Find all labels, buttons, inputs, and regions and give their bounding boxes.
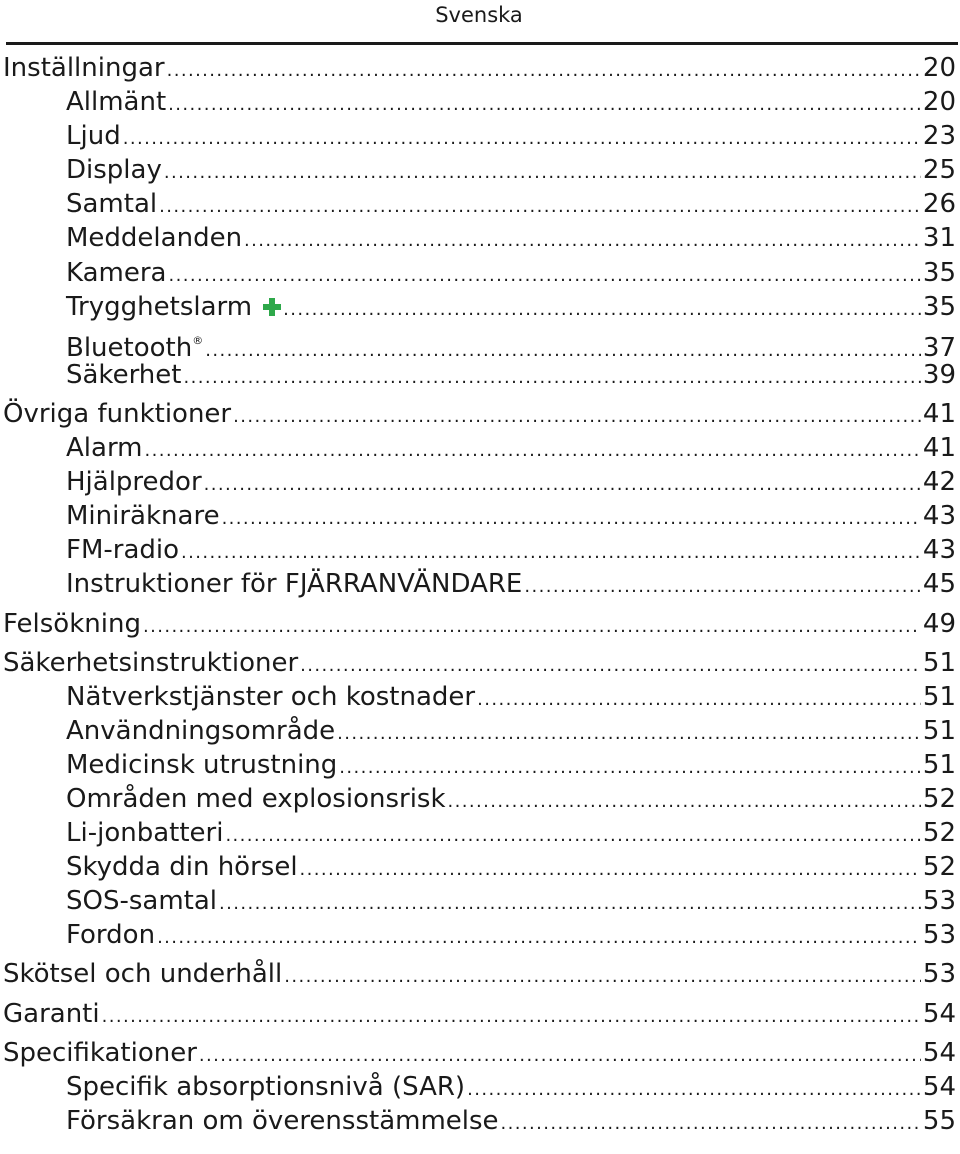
toc-page-number: 20 — [922, 87, 956, 118]
toc-page-number: 26 — [922, 189, 956, 220]
language-header: Svenska — [435, 3, 523, 27]
dot-leader — [233, 400, 921, 434]
toc-entry-title: Skydda din hörsel — [66, 852, 298, 883]
toc-entry-title: Försäkran om överensstämmelse — [66, 1105, 499, 1136]
toc-entry-title: Säkerhetsinstruktioner — [3, 647, 299, 678]
toc-entry-title: Medicinsk utrustning — [66, 749, 338, 780]
toc-page-number: 54 — [922, 998, 956, 1029]
dot-leader — [102, 1000, 921, 1034]
toc-page-number: 45 — [922, 569, 956, 600]
toc-page-number: 53 — [922, 886, 956, 917]
toc-entry-label — [66, 256, 166, 290]
toc-entry-label — [66, 1104, 499, 1138]
toc-entry-label — [66, 290, 281, 324]
toc-entry-title: Trygghetslarm — [66, 291, 253, 322]
toc-subentry[interactable] — [0, 714, 956, 748]
dot-leader — [168, 88, 921, 122]
toc-entry-title: Alarm — [66, 433, 143, 464]
toc-page-number: 51 — [922, 749, 956, 780]
toc-entry-label — [66, 465, 202, 499]
toc-page-number: 53 — [922, 959, 956, 990]
toc-subentry[interactable] — [0, 324, 956, 363]
dot-leader — [283, 293, 921, 327]
toc-entry-title: Garanti — [3, 998, 100, 1029]
toc-entry-label — [66, 782, 446, 816]
toc-subentry[interactable] — [0, 816, 956, 850]
toc-entry-label — [3, 997, 100, 1031]
toc-page-number: 20 — [922, 53, 956, 83]
toc-page-number: 51 — [922, 681, 956, 712]
toc-subentry[interactable] — [0, 748, 956, 782]
dot-leader — [225, 819, 920, 853]
dot-leader — [501, 1107, 921, 1141]
toc-entry-title: Övriga funktioner — [3, 398, 232, 429]
dot-leader — [199, 1039, 921, 1073]
toc-subentry[interactable] — [0, 533, 956, 567]
toc-page-number: 41 — [922, 398, 956, 429]
toc-entry-label — [66, 533, 179, 567]
dot-leader — [222, 502, 921, 536]
toc-entry-label — [66, 680, 475, 714]
toc-entry-title: Nätverkstjänster och kostnader — [66, 681, 476, 712]
toc-page-number: 39 — [922, 359, 956, 390]
toc-entry-title: Allmänt — [66, 87, 167, 118]
toc-entry-label — [3, 957, 282, 991]
toc-entry-label — [66, 187, 157, 221]
dot-leader — [143, 610, 921, 644]
toc-subentry[interactable] — [0, 221, 956, 255]
toc-entry-label — [66, 153, 162, 187]
dot-leader — [145, 434, 921, 468]
header-divider — [6, 42, 958, 45]
toc-subentry[interactable] — [0, 153, 956, 187]
toc-entry-title: Samtal — [66, 189, 158, 220]
toc-page-number: 54 — [922, 1037, 956, 1068]
dot-leader — [181, 536, 921, 570]
toc-subentry[interactable] — [0, 1104, 956, 1138]
toc-page-number: 51 — [922, 647, 956, 678]
toc-page-number: 43 — [922, 501, 956, 532]
toc-subentry[interactable] — [0, 499, 956, 533]
toc-page-number: 25 — [922, 155, 956, 186]
toc-subentry[interactable] — [0, 918, 956, 952]
dot-leader — [168, 259, 920, 293]
dot-leader — [244, 224, 921, 258]
toc-entry-label — [66, 431, 143, 465]
toc-page-number: 35 — [922, 291, 956, 322]
toc-subentry[interactable] — [0, 884, 956, 918]
toc-entry-label — [3, 51, 165, 85]
toc-subentry[interactable] — [0, 850, 956, 884]
toc-subentry[interactable] — [0, 782, 956, 816]
toc-page-number: 41 — [922, 433, 956, 464]
toc-entry-title: Miniräknare — [66, 501, 220, 532]
toc-entry-label — [3, 646, 298, 680]
dot-leader — [164, 156, 921, 190]
toc-entry-label — [66, 918, 155, 952]
toc-entry-title: Display — [66, 155, 162, 186]
toc-entry-title: Instruktioner för FJÄRRANVÄNDARE — [66, 569, 523, 600]
toc-page-number: 37 — [922, 332, 956, 363]
toc-entry-label — [3, 397, 231, 431]
toc-entry[interactable] — [0, 397, 956, 431]
table-of-contents — [0, 51, 956, 1138]
dot-leader — [300, 649, 921, 683]
dot-leader — [524, 570, 921, 604]
dot-leader — [337, 717, 921, 751]
toc-subentry[interactable] — [0, 567, 956, 601]
toc-subentry[interactable] — [0, 431, 956, 465]
toc-subentry[interactable] — [0, 187, 956, 221]
toc-entry-label — [66, 1070, 465, 1104]
toc-entry-label — [66, 567, 522, 601]
toc-entry-label — [3, 607, 141, 641]
toc-page-number: 52 — [922, 852, 956, 883]
toc-subentry[interactable] — [0, 119, 956, 153]
dot-leader — [183, 361, 920, 395]
toc-entry-title: Områden med explosionsrisk — [66, 783, 446, 814]
toc-entry-label — [66, 850, 298, 884]
dot-leader — [219, 887, 921, 921]
toc-entry-label — [66, 884, 217, 918]
toc-page-number: 31 — [922, 223, 956, 254]
toc-page-number: 49 — [922, 608, 956, 639]
toc-page-number: 51 — [922, 715, 956, 746]
toc-entry-title: Hjälpredor — [66, 467, 202, 498]
toc-entry-title: Kamera — [66, 257, 167, 288]
toc-entry-label — [66, 748, 337, 782]
toc-entry-label — [66, 85, 166, 119]
toc-page-number: 55 — [922, 1105, 956, 1136]
toc-entry[interactable] — [0, 997, 956, 1031]
toc-entry[interactable] — [0, 607, 956, 641]
toc-subentry[interactable] — [0, 85, 956, 119]
dot-leader — [448, 785, 921, 819]
dot-leader — [159, 190, 921, 224]
toc-subentry[interactable] — [0, 1070, 956, 1104]
toc-subentry[interactable] — [0, 465, 956, 499]
toc-entry-title: Bluetooth — [66, 332, 193, 363]
toc-page-number: 42 — [922, 467, 956, 498]
toc-entry-label — [66, 119, 121, 153]
toc-entry-label — [66, 816, 223, 850]
toc-page-number: 23 — [922, 121, 956, 152]
dot-leader — [467, 1073, 921, 1107]
toc-subentry[interactable] — [0, 256, 956, 290]
toc-entry-label — [66, 714, 335, 748]
toc-entry-title: FM-radio — [66, 535, 180, 566]
dot-leader — [157, 921, 921, 955]
toc-entry[interactable] — [0, 646, 956, 680]
green-plus-icon — [263, 298, 281, 316]
toc-page-number: 53 — [922, 920, 956, 951]
dot-leader — [477, 683, 921, 717]
registered-mark: ® — [192, 333, 204, 347]
toc-entry-label — [66, 221, 242, 255]
toc-entry-title: Li-jonbatteri — [66, 818, 224, 849]
toc-entry-label — [3, 1036, 197, 1070]
toc-entry-label — [66, 499, 220, 533]
toc-entry[interactable] — [0, 51, 956, 85]
toc-subentry[interactable] — [0, 358, 956, 392]
toc-page-number: 43 — [922, 535, 956, 566]
toc-entry-title: SOS-samtal — [66, 886, 218, 917]
toc-page-number: 54 — [922, 1071, 956, 1102]
dot-leader — [204, 468, 921, 502]
toc-entry-title: Säkerhet — [66, 359, 182, 390]
toc-entry-title: Skötsel och underhåll — [3, 959, 283, 990]
toc-entry[interactable] — [0, 957, 956, 991]
toc-entry-title: Användningsområde — [66, 715, 336, 746]
toc-page-number: 35 — [922, 257, 956, 288]
toc-entry-label — [66, 358, 181, 392]
toc-entry[interactable] — [0, 1036, 956, 1070]
dot-leader — [300, 853, 921, 887]
toc-entry-title: Meddelanden — [66, 223, 243, 254]
dot-leader — [339, 751, 921, 785]
toc-entry-title: Felsökning — [3, 608, 141, 639]
toc-subentry[interactable] — [0, 680, 956, 714]
toc-entry-title: Ljud — [66, 121, 121, 152]
toc-subentry[interactable] — [0, 290, 956, 324]
toc-entry-title: Inställningar — [3, 53, 165, 83]
dot-leader — [123, 122, 921, 156]
dot-leader — [167, 54, 921, 88]
toc-entry-title: Fordon — [66, 920, 156, 951]
toc-page-number: 52 — [922, 783, 956, 814]
dot-leader — [284, 960, 921, 994]
toc-entry-title: Specifik absorptionsnivå (SAR) — [66, 1071, 466, 1102]
toc-entry-title: Specifikationer — [3, 1037, 197, 1068]
toc-page-number: 52 — [922, 818, 956, 849]
